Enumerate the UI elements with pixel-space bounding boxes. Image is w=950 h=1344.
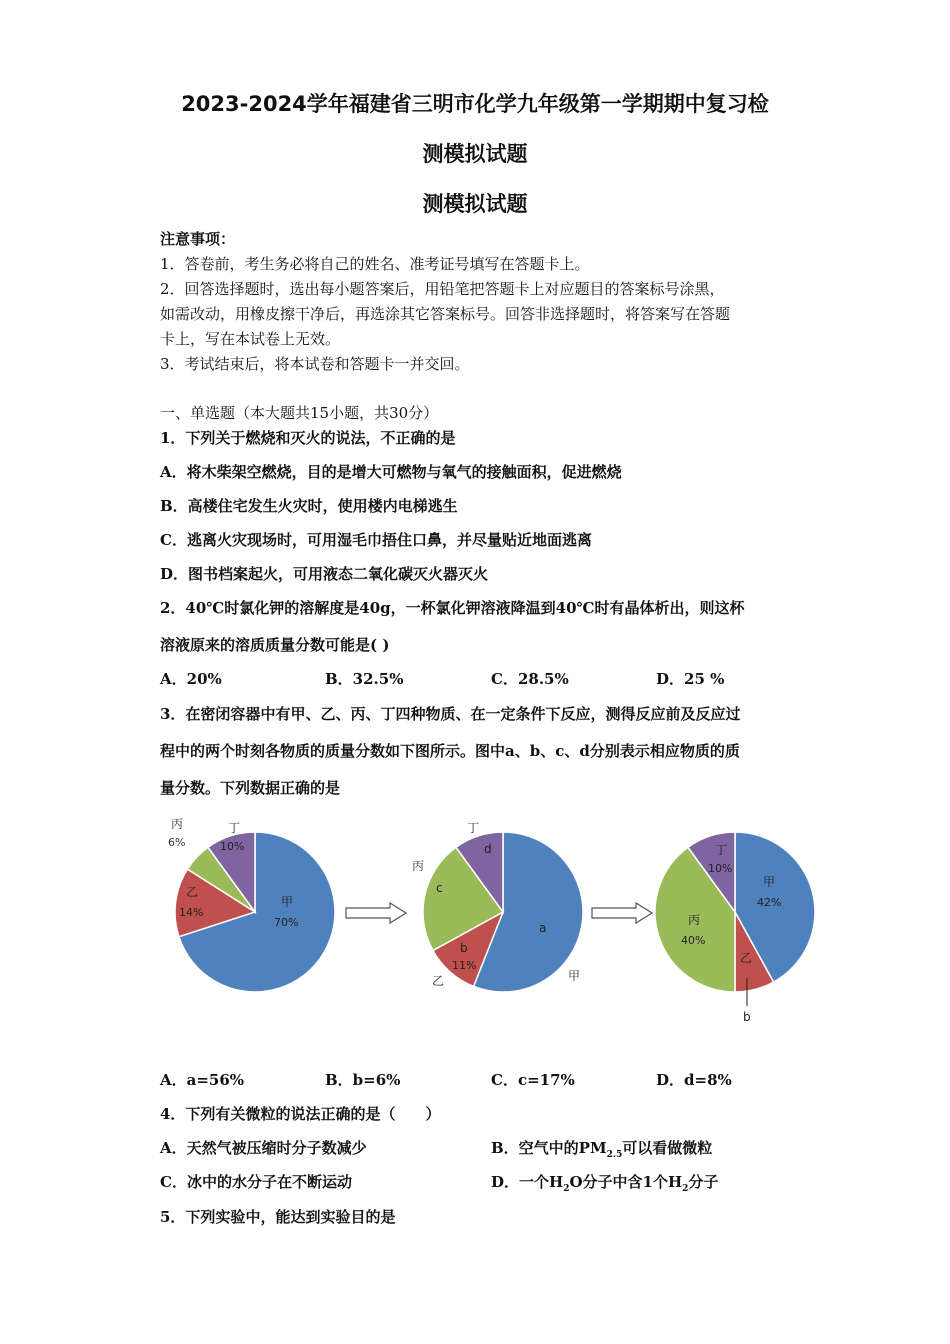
page-title-line3: 测模拟试题 [422, 192, 528, 216]
pie2-label-jia: 甲 [568, 969, 581, 983]
pie2-value-bing: c [436, 881, 443, 895]
q2-option-a: A．20% [160, 670, 222, 688]
pie2-value-jia: a [539, 921, 547, 935]
q4-option-d [491, 1171, 718, 1194]
notice-item-2b: 如需改动，用橡皮擦干净后，再选涂其它答案标号。回答非选择题时，将答案写在答题 [160, 305, 731, 323]
pie1-value-bing: 6% [168, 836, 186, 849]
q1-stem: 1．下列关于燃烧和灭火的说法，不正确的是 [160, 429, 456, 447]
pie3-label-jia: 甲 [763, 875, 776, 889]
q4-option-d-sub1: 2 [563, 1184, 570, 1194]
q2-option-c: C．28.5% [491, 670, 569, 688]
q1-option-c: C．逃离火灾现场时，可用湿毛巾捂住口鼻，并尽量贴近地面逃离 [160, 531, 592, 549]
q2-stem-2: 溶液原来的溶质质量分数可能是( ) [160, 636, 390, 654]
pie1-value-ding: 10% [220, 840, 245, 853]
pie-after [655, 832, 815, 992]
pie3-label-bing: 丙 [688, 913, 701, 927]
q3-option-d: D．d=8% [656, 1071, 732, 1089]
section-heading: 一、单选题（本大题共15小题，共30分） [160, 404, 439, 422]
q3-stem-1: 3．在密闭容器中有甲、乙、丙、丁四种物质、在一定条件下反应，测得反应前及反应过 [160, 705, 741, 723]
q3-pie-charts [150, 810, 830, 1030]
q3-option-c: C．c=17% [491, 1071, 575, 1089]
pie2-label-yi: 乙 [432, 974, 445, 988]
pie3-label-yi: 乙 [740, 951, 753, 965]
pie1-label-yi: 乙 [186, 885, 199, 899]
arrow-2-icon [592, 903, 652, 923]
page-title-line2: 测模拟试题 [422, 142, 528, 166]
pie2-label-ding: 丁 [467, 821, 480, 835]
q3-stem-2: 程中的两个时刻各物质的质量分数如下图所示。图中a、b、c、d分别表示相应物质的质 [160, 742, 740, 760]
pie2-value-ding: d [484, 842, 492, 856]
page-title-line1: 2023-2024学年福建省三明市化学九年级第一学期期中复习检 [181, 92, 769, 116]
q4-option-d-part1: D．一个H [491, 1173, 564, 1191]
q4-option-d-sub2: 2 [682, 1184, 689, 1194]
notice-item-2c: 卡上，写在本试卷上无效。 [160, 330, 341, 348]
notice-item-2a: 2．回答选择题时，选出每小题答案后，用铅笔把答题卡上对应题目的答案标号涂黑， [160, 280, 725, 298]
pie3-value-jia: 42% [757, 896, 782, 909]
pie2-label-bing: 丙 [412, 859, 425, 873]
q4-option-d-part3: 分子 [688, 1173, 719, 1191]
pie3-value-bing: 40% [681, 934, 706, 947]
pie1-label-jia: 甲 [281, 895, 294, 909]
notice-item-3: 3．考试结束后，将本试卷和答题卡一并交回。 [160, 355, 470, 373]
q4-option-b-sub: 2.5 [606, 1150, 623, 1160]
pie1-value-jia: 70% [274, 916, 299, 929]
q4-option-b-post: 可以看做微粒 [622, 1139, 713, 1157]
pie-middle [423, 832, 583, 992]
q1-option-d: D．图书档案起火，可用液态二氧化碳灭火器灭火 [160, 565, 489, 583]
q2-option-d: D．25 % [656, 670, 725, 688]
q3-option-b: B．b=6% [325, 1071, 401, 1089]
q2-stem-1: 2．40℃时氯化钾的溶解度是40g，一杯氯化钾溶液降温到40℃时有晶体析出，则这杯 [160, 599, 745, 617]
q1-option-b: B．高楼住宅发生火灾时，使用楼内电梯逃生 [160, 497, 458, 515]
arrow-1-icon [346, 903, 406, 923]
q4-option-c: C．冰中的水分子在不断运动 [160, 1173, 352, 1191]
q4-option-d-part2: O分子中含1个H [569, 1173, 683, 1191]
pie3-label-ding: 丁 [715, 843, 728, 857]
q3-stem-3: 量分数。下列数据正确的是 [160, 779, 341, 797]
q3-option-a: A．a=56% [160, 1071, 245, 1089]
pie3-value-ding: 10% [708, 862, 733, 875]
pie1-label-ding: 丁 [228, 821, 241, 835]
q5-stem: 5．下列实验中，能达到实验目的是 [160, 1208, 396, 1226]
notice-heading: 注意事项： [160, 230, 236, 248]
q4-option-b [491, 1137, 712, 1160]
pie2-sublabel-yi: 11% [452, 959, 477, 972]
q1-option-a: A．将木柴架空燃烧，目的是增大可燃物与氧气的接触面积，促进燃烧 [160, 463, 622, 481]
q4-stem: 4．下列有关微粒的说法正确的是（ ） [160, 1105, 441, 1123]
notice-item-1: 1．答卷前，考生务必将自己的姓名、准考证号填写在答题卡上。 [160, 255, 590, 273]
q2-option-b: B．32.5% [325, 670, 404, 688]
q4-option-b-pre: B．空气中的PM [491, 1139, 607, 1157]
pie2-value-yi: b [460, 941, 468, 955]
pie1-label-bing: 丙 [171, 817, 184, 831]
pie1-value-yi: 14% [179, 906, 204, 919]
pie3-value-yi: b [743, 1010, 751, 1024]
q4-option-a: A．天然气被压缩时分子数减少 [160, 1139, 367, 1157]
